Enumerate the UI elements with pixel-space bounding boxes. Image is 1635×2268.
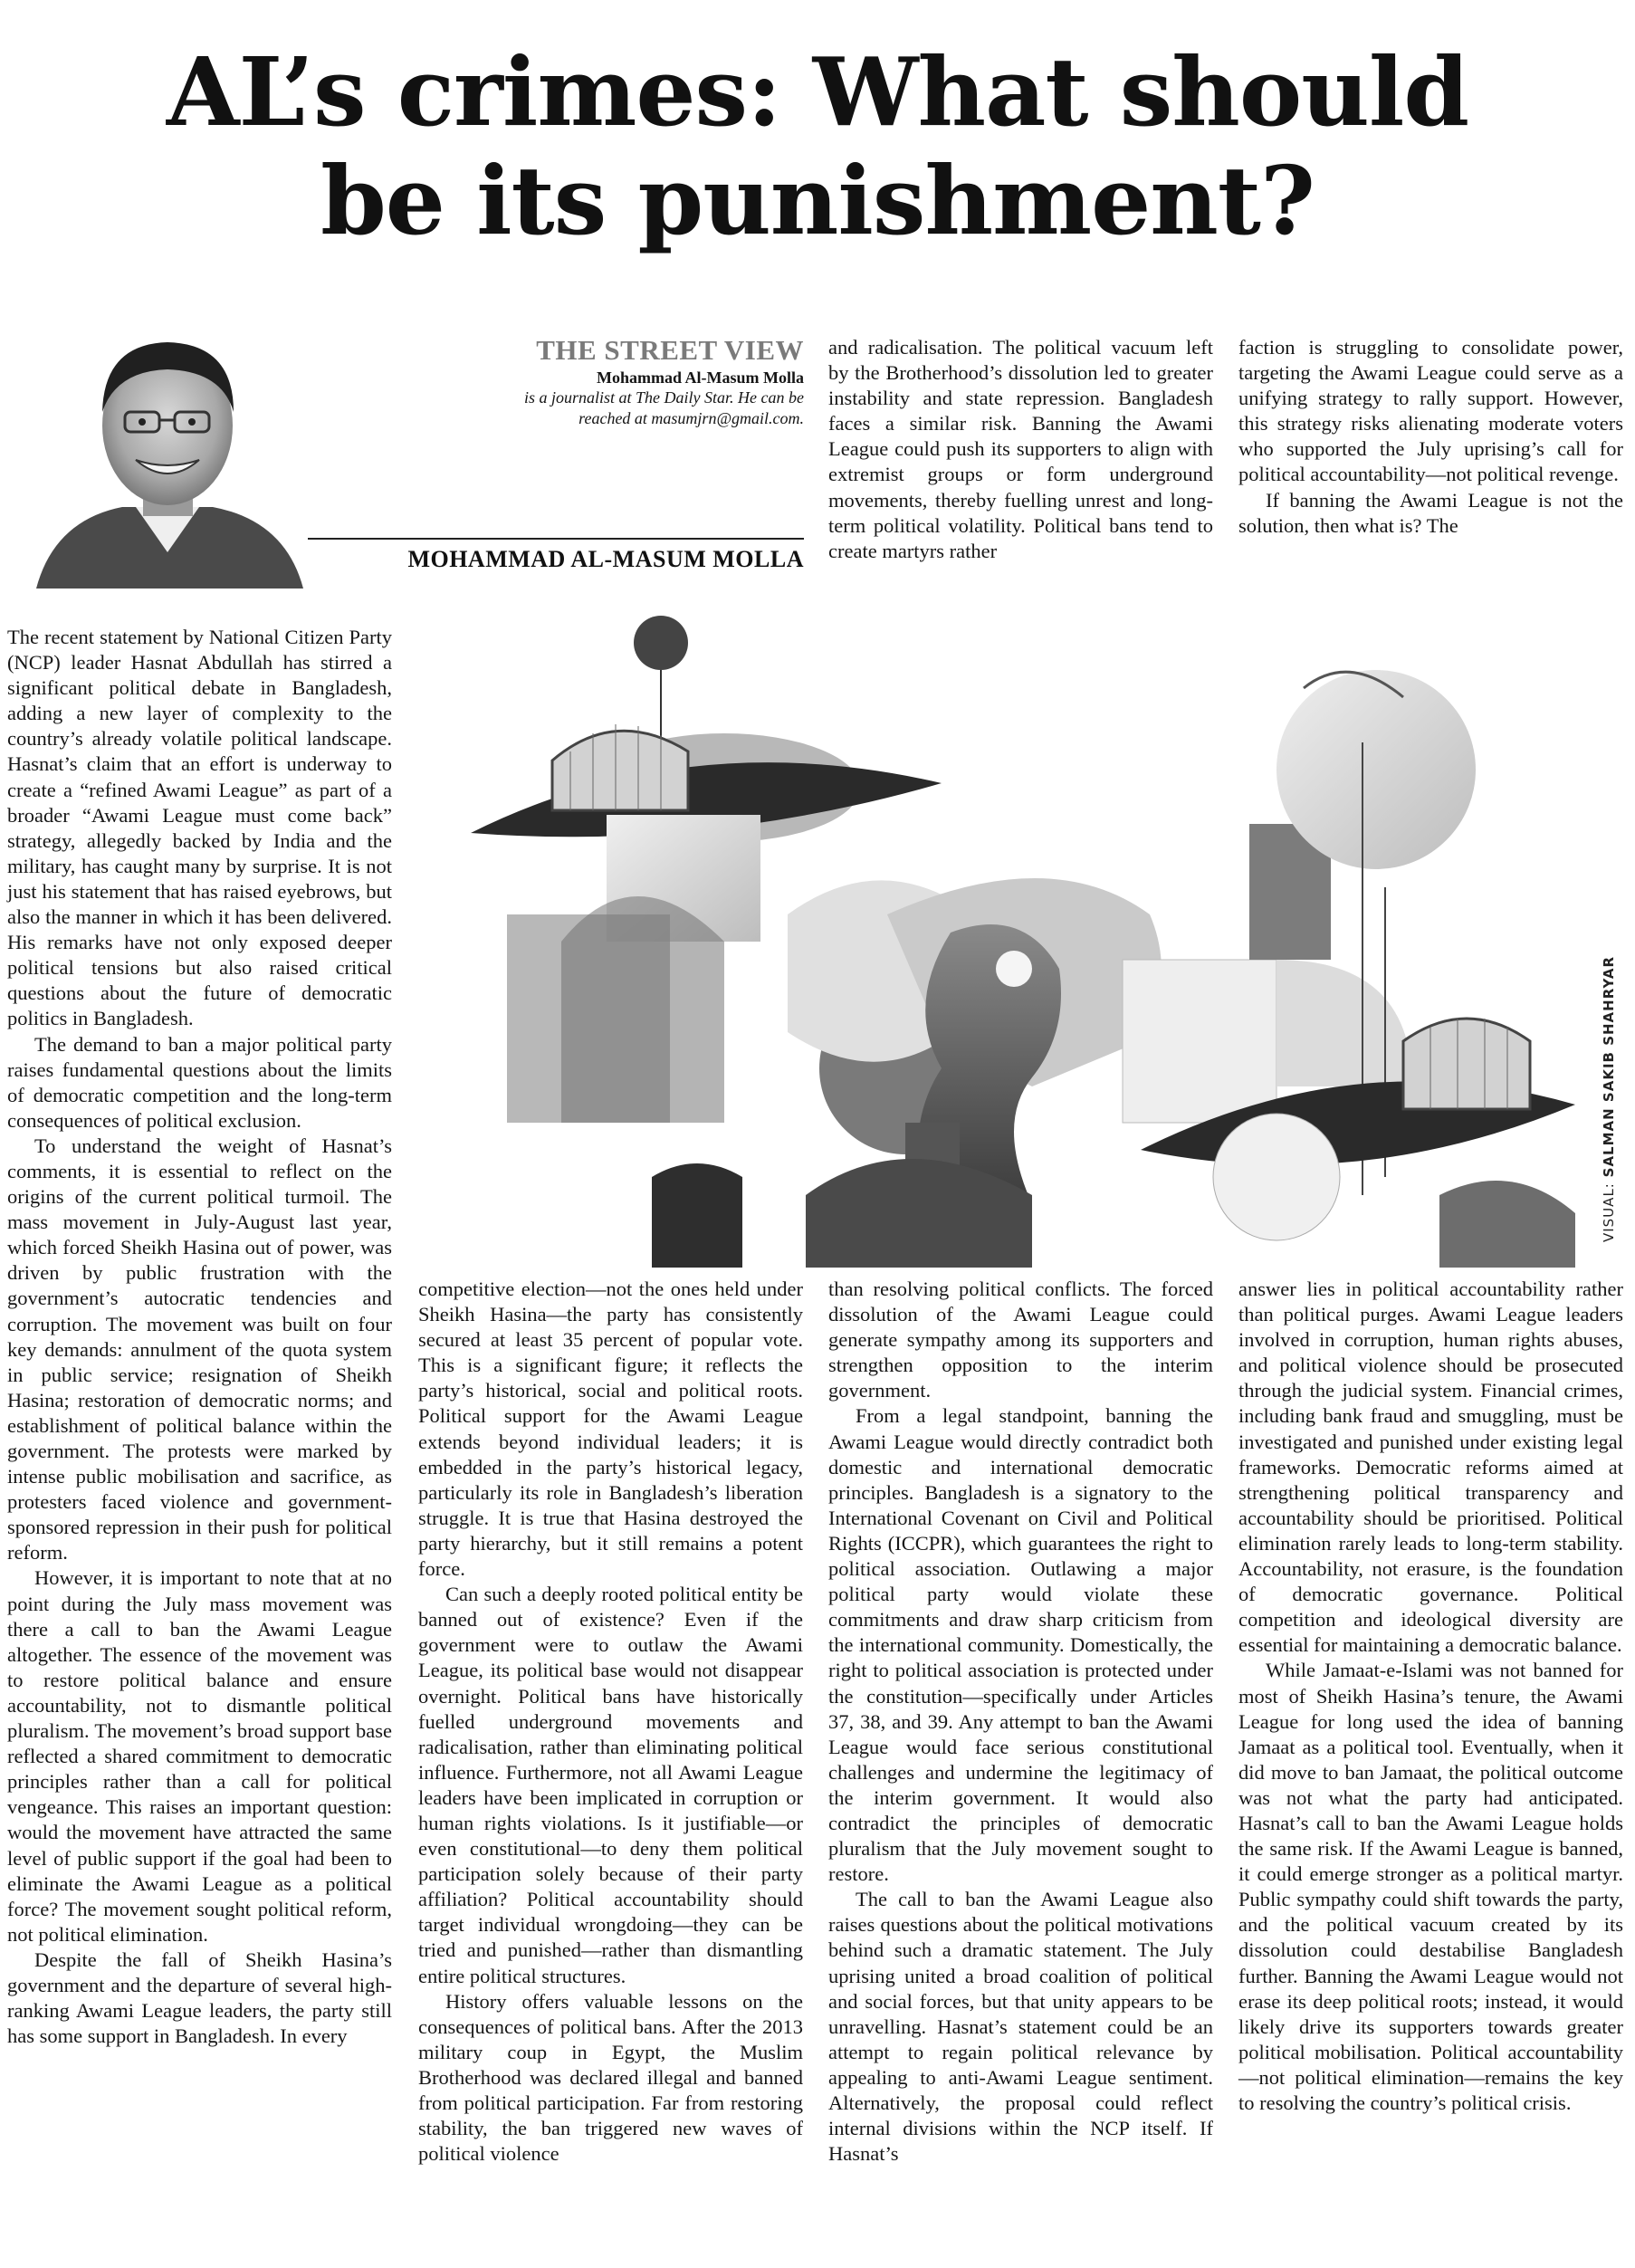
paragraph: If banning the Awami League is not the solution, then what is? The: [1238, 488, 1623, 537]
paragraph: History offers valuable lessons on the consequences of political bans. After the 2013 military coup in Egypt, the Muslim Brotherhood was declared illegal and banned from political participation. Far from restoring stability, the ban triggered new waves of political violence: [418, 1989, 803, 2166]
paragraph: From a legal standpoint, banning the Awami League would directly contradict both domestic and international democratic principles. Bangladesh is a signatory to the International Covenant on Civil and Political Rights (ICCPR), which guarantees the right to political association. Outlawing a major political party would violate these commitments and draw sharp criticism from the international community. Domestically, the right to political association is protected under the constitution—specifically under Articles 37, 38, and 39. Any attempt to ban the Awami League would face serious constitutional challenges and undermine the legitimacy of the interim government. It would also contradict the principles of democratic pluralism that the July movement sought to restore.: [828, 1404, 1213, 1886]
illustration-credit: [1601, 956, 1617, 1242]
paragraph: and radicalisation. The political vacuum left by the Brotherhood’s dissolution led to greater instability and state repression. Bangladesh faces a similar risk. Banning the Awami League could push its supporters to align with extremist groups or form underground movements, thereby fuelling unrest and long-term political volatility. Political bans tend to create martyrs rather: [828, 336, 1213, 562]
author-bio-line-2: reached at masumjrn@gmail.com.: [578, 409, 804, 427]
paragraph: faction is struggling to consolidate power, targeting the Awami League could serve as a unifying strategy to rally support. However, this strategy risks alienating moderate voters who supported the July uprising’s call for political accountability—not political revenge.: [1238, 336, 1623, 486]
paragraph: The demand to ban a major political party raises fundamental questions about the limits of democratic competition and the long-term consequences of political exclusion.: [7, 1032, 392, 1132]
credit-name: SALMAN SAKIB SHAHRYAR: [1601, 955, 1617, 1178]
paragraph: Can such a deeply rooted political entity be banned out of existence? Even if the government were to outlaw the Awami League, its political base would not disappear overnight. Political bans have historically fuelled underground movements and radicalisation, rather than eliminating political influence. Furthermore, not all Awami League leaders have been implicated in corruption or human rights violations. Is it justifiable—or even constitutional—to deny them political participation solely because of their party affiliation? Political accountability should target individual wrongdoing—they can be tried and punished—rather than dismantling entire political structures.: [418, 1583, 803, 1987]
byline-block: [308, 335, 804, 429]
paragraph: While Jamaat-e-Islami was not banned for most of Sheikh Hasina’s tenure, the Awami League for long used the idea of banning Jamaat as a political tool. Eventually, when it did move to ban Jamaat, the political outcome was not what the party had anticipated. Hasnat’s call to ban the Awami League holds the same risk. If the Awami League is banned, it could emerge stronger as a political martyr. Public sympathy could shift towards the party, and the political vacuum created by its dissolution could destabilise Bangladesh further. Banning the Awami League would not erase its deep political roots; instead, it would likely drive its supporters towards greater political mobilisation. Political accountability—not political elimination—remains the key to resolving the country’s political crisis.: [1238, 1659, 1623, 2114]
credit-label: VISUAL:: [1601, 1182, 1617, 1242]
paragraph: than resolving political conflicts. The forced dissolution of the Awami League could generate sympathy among its supporters and strengthen opposition to the interim government.: [828, 1278, 1213, 1402]
author-byline: MOHAMMAD AL-MASUM MOLLA: [407, 546, 804, 572]
column-3-top: [828, 335, 1213, 564]
column-3-bottom: [828, 1277, 1213, 2167]
author-bio-line-1: is a journalist at The Daily Star. He can be: [524, 388, 804, 407]
section-label: THE STREET VIEW: [536, 334, 804, 366]
byline-rule: [308, 538, 804, 540]
author-portrait: [27, 326, 308, 589]
paragraph: However, it is important to note that at no point during the July mass movement was there a call to ban the Awami League altogether. The essence of the movement was to restore political balance and ensure accountability, not to dismantle political pluralism. The movement’s broad support base reflected a shared commitment to democratic principles rather than a call for political vengeance. This raises an important question: would the movement have attracted the same level of public support if the goal had been to eliminate the Awami League as a political force? The movement sought political reform, not political elimination.: [7, 1566, 392, 1946]
paragraph: competitive election—not the ones held under Sheikh Hasina—the party has consistently secured at least 35 percent of popular vote. This is a significant figure; it reflects the party’s historical, social and political roots. Political support for the Awami League extends beyond individual leaders; it is embedded in the party’s historical legacy, particularly its role in Bangladesh’s liberation struggle. It is true that Hasina destroyed the party hierarchy, but it still remains a potent force.: [418, 1278, 803, 1581]
paragraph: The recent statement by National Citizen Party (NCP) leader Hasnat Abdullah has stirred a significant political debate in Bangladesh, adding a new layer of complexity to the country’s already volatile political landscape. Hasnat’s claim that an effort is underway to create a “refined Awami League” as part of a broader “Awami League must come back” strategy, allegedly backed by India and the military, has caught many by surprise. It is not just his statement that has raised eyebrows, but also the manner in which it has been delivered. His remarks have not only exposed deeper political tensions but also raised critical questions about the future of democratic politics in Bangladesh.: [7, 626, 392, 1030]
paragraph: answer lies in political accountability rather than political purges. Awami League leaders involved in corruption, human rights abuses, and political violence should be prosecuted through the judicial system. Financial crimes, including bank fraud and smuggling, must be investigated and punished under existing legal frameworks. Democratic reforms aimed at strengthening political transparency and accountability should be prioritised. Political elimination rarely leads to long-term stability. Accountability, not erasure, is the foundation of democratic governance. Political competition and ideological diversity are essential for maintaining a democratic balance.: [1238, 1278, 1623, 1657]
author-name-small: Mohammad Al-Masum Molla: [597, 368, 804, 387]
paragraph: Despite the fall of Sheikh Hasina’s government and the departure of several high-ranking Awami League leaders, the party still has some support in Bangladesh. In every: [7, 1947, 392, 2048]
column-4-top: [1238, 335, 1623, 539]
paragraph: The call to ban the Awami League also raises questions about the political motivations behind such a dramatic statement. The July uprising united a broad coalition of political and social forces, but that unity appears to be unravelling. Hasnat’s statement could be an attempt to regain political relevance by appealing to anti-Awami League sentiment. Alternatively, the proposal could reflect internal divisions within the NCP itself. If Hasnat’s: [828, 1888, 1213, 2166]
article-illustration: [398, 616, 1602, 1268]
column-2: [418, 1277, 803, 2167]
column-4-bottom: [1238, 1277, 1623, 2116]
column-1: [7, 625, 392, 2049]
headline-line-2: be its punishment?: [320, 145, 1315, 256]
headline-line-1: AL’s crimes: What should: [166, 36, 1469, 148]
paragraph: To understand the weight of Hasnat’s comments, it is essential to reflect on the origins of the current political turmoil. The mass movement in July-August last year, which forced Sheikh Hasina out of power, was driven by public frustration with the government’s autocratic tendencies and corruption. The movement was built on four key demands: annulment of the quota system in public service; resignation of Sheikh Hasina; restoration of democratic norms; and establishment of political balance within the government. The protests were marked by intense public mobilisation and sacrifice, as protesters faced violence and government-sponsored repression in their push for political reform.: [7, 1134, 392, 1565]
headline: [36, 38, 1599, 255]
